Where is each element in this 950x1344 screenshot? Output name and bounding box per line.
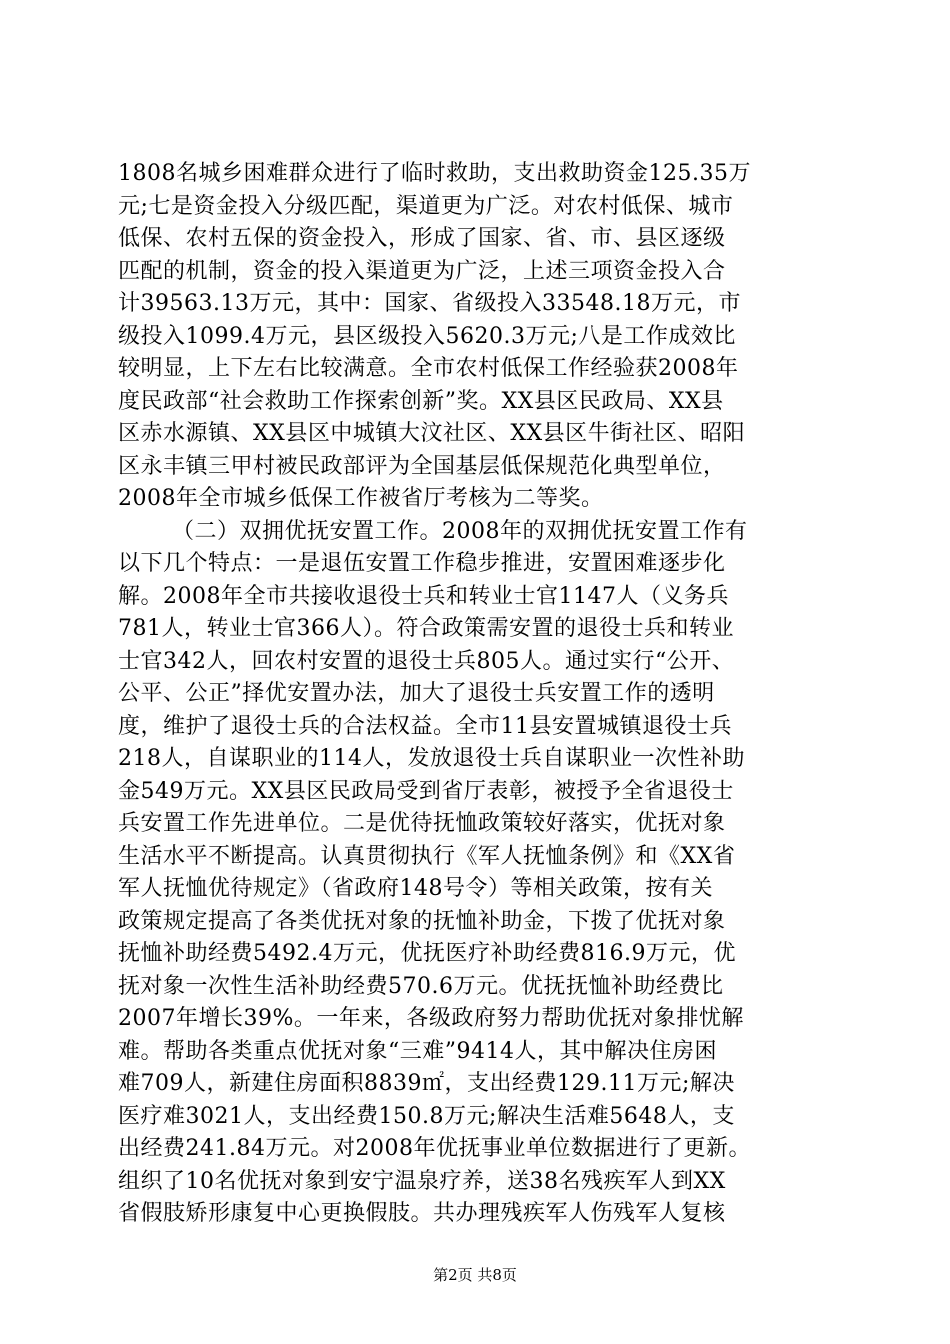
- text-line: 生活水平不断提高。认真贯彻执行《军人抚恤条例》和《XX省: [118, 843, 736, 869]
- text-line: 组织了10名优抚对象到安宁温泉疗养，送38名残疾军人到XX: [118, 1168, 726, 1194]
- text-line: 难。帮助各类重点优抚对象“三难”9414人，其中解决住房困: [118, 1038, 717, 1064]
- text-line: 区赤水源镇、XX县区中城镇大汶社区、XX县区牛街社区、昭阳: [118, 421, 746, 446]
- text-line: 2008年全市城乡低保工作被省厅考核为二等奖。: [118, 486, 604, 511]
- text-line: 士官342人，回农村安置的退役士兵805人。通过实行“公开、: [118, 648, 735, 674]
- text-line: 级投入1099.4万元，县区级投入5620.3万元;八是工作成效比: [118, 323, 736, 349]
- text-line: 匹配的机制，资金的投入渠道更为广泛，上述三项资金投入合: [118, 258, 726, 284]
- section-heading-line: （二）双拥优抚安置工作。2008年的双拥优抚安置工作有: [172, 518, 748, 544]
- text-line: 抚对象一次性生活补助经费570.6万元。优抚抚恤补助经费比: [118, 973, 724, 999]
- text-line: 金549万元。XX县区民政局受到省厅表彰，被授予全省退役士: [118, 778, 734, 804]
- text-line: 区永丰镇三甲村被民政部评为全国基层低保规范化典型单位，: [118, 453, 726, 479]
- text-line: 低保、农村五保的资金投入，形成了国家、省、市、县区逐级: [118, 226, 726, 251]
- text-line: 2007年增长39%。一年来，各级政府努力帮助优抚对象排忧解: [118, 1006, 744, 1031]
- text-line: 以下几个特点：一是退伍安置工作稳步推进，安置困难逐步化: [118, 551, 726, 576]
- text-line: 出经费241.84万元。对2008年优抚事业单位数据进行了更新。: [118, 1136, 751, 1161]
- text-line: 较明显，上下左右比较满意。全市农村低保工作经验获2008年: [118, 356, 739, 381]
- text-line: 元;七是资金投入分级匹配，渠道更为广泛。对农村低保、城市: [118, 193, 734, 219]
- text-line: 781人，转业士官366人）。符合政策需安置的退役士兵和转业: [118, 616, 734, 641]
- text-line: 抚恤补助经费5492.4万元，优抚医疗补助经费816.9万元，优: [118, 941, 736, 966]
- page-number-footer: 第2页 共8页: [433, 1266, 517, 1284]
- text-line: 医疗难3021人，支出经费150.8万元;解决生活难5648人，支: [118, 1103, 735, 1129]
- text-line: 兵安置工作先进单位。二是优待抚恤政策较好落实，优抚对象: [118, 811, 726, 836]
- text-line: 政策规定提高了各类优抚对象的抚恤补助金，下拨了优抚对象: [118, 908, 726, 934]
- text-line: 难709人，新建住房面积8839㎡，支出经费129.11万元;解决: [118, 1071, 735, 1096]
- text-line: 218人，自谋职业的114人，发放退役士兵自谋职业一次性补助: [118, 746, 745, 771]
- text-line: 公平、公正”择优安置办法，加大了退役士兵安置工作的透明: [118, 681, 715, 706]
- text-line: 军人抚恤优待规定》（省政府148号令）等相关政策，按有关: [118, 876, 713, 901]
- body-text: [118, 158, 840, 1231]
- text-line: 解。2008年全市共接收退役士兵和转业士官1147人（义务兵: [118, 583, 729, 609]
- text-line: 度民政部“社会救助工作探索创新”奖。XX县区民政局、XX县: [118, 388, 724, 414]
- text-line: 省假肢矫形康复中心更换假肢。共办理残疾军人伤残军人复核: [118, 1201, 726, 1226]
- text-line: 度，维护了退役士兵的合法权益。全市11县安置城镇退役士兵: [118, 713, 732, 739]
- text-line: 1808名城乡困难群众进行了临时救助，支出救助资金125.35万: [118, 161, 751, 186]
- text-line: 计39563.13万元，其中：国家、省级投入33548.18万元，市: [118, 291, 741, 316]
